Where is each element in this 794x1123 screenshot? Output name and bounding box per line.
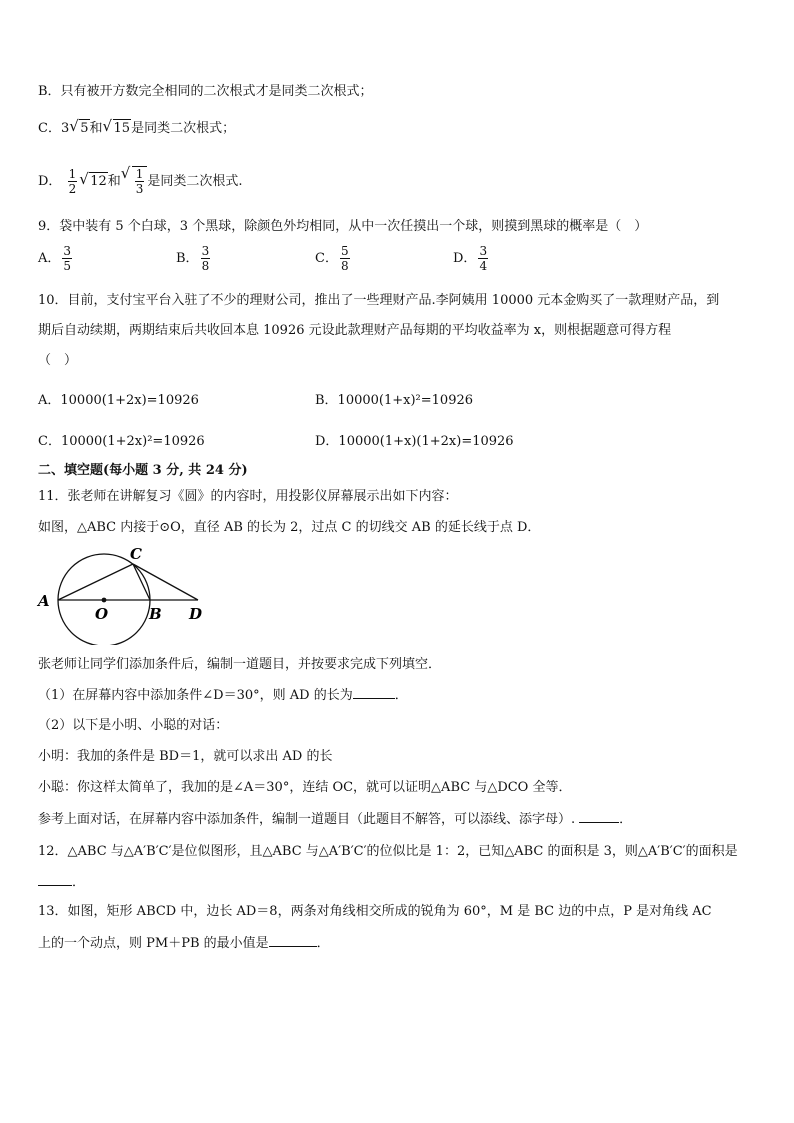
label-b: B [149,605,162,623]
q12-stem: 12．△ABC 与△A′B′C′是位似图形，且△ABC 与△A′B′C′的位似比是 1：2，已知△ABC 的面积是 3，则△A′B′C′的面积是 [38,844,738,859]
q12-end: ． [72,875,86,890]
q11-stem: 11．张老师在讲解复习《圆》的内容时，用投影仪屏幕展示出如下内容： [38,489,458,504]
q11-line2: 如图，△ABC 内接于⊙O，直径 AB 的长为 2，过点 C 的切线交 AB 的延长线于点 D． [38,520,541,535]
q13-stem: 13．如图，矩形 ABCD 中，边长 AD＝8，两条对角线相交所成的锐角为 60°，M 是 BC 边的中点，P 是对角线 AC [38,904,712,919]
q8-option-d-text: 是同类二次根式. [147,174,243,189]
q8-option-d [38,166,243,196]
numerator: 5 [340,244,349,258]
numerator: 3 [201,244,210,258]
answer-blank[interactable] [38,873,72,886]
q10-stem-line3: （ ） [38,353,78,368]
sqrt-symbol [104,119,132,138]
denominator: 4 [479,259,488,273]
denominator: 8 [340,259,349,273]
fraction [478,244,488,273]
section-title: 二、填空题(每小题 3 分, 共 24 分) [38,463,248,478]
q8-option-c [38,119,235,138]
q10-stem-line2: 期后自动续期，两期结束后共收回本息 10926 元设此款理财产品每期的平均收益率为 x，则根据题意可得方程 [38,323,672,338]
q13-end: ． [316,936,330,951]
answer-blank[interactable] [353,686,395,699]
center-point [102,598,107,603]
answer-blank[interactable] [269,934,317,947]
radicand: 5 [80,121,89,136]
numerator: 1 [68,167,77,181]
fraction [135,167,145,196]
denominator: 2 [68,182,77,196]
denominator: 3 [135,182,144,196]
q11-reference [38,810,632,829]
q8-option-b: B．只有被开方数完全相同的二次根式才是同类二次根式； [38,84,373,99]
tangent-cd [133,564,198,600]
sqrt-symbol [80,172,108,191]
option-label: B． [176,251,199,266]
fraction [68,167,78,196]
q8-option-c-label: C． [38,121,61,136]
fraction [62,244,72,273]
q10-option-c: C．10000(1+2x)²=10926 [38,434,205,449]
sqrt-symbol [70,119,89,138]
q13-line2-text: 上的一个动点，则 PM＋PB 的最小值是 [38,936,269,951]
option-label: D． [453,251,477,266]
fraction [340,244,350,273]
q8-option-c-text: 是同类二次根式； [131,121,236,136]
q11-part1-end: ． [394,688,408,703]
q11-line3: 张老师让同学们添加条件后，编制一道题目，并按要求完成下列填空． [38,657,442,672]
sqrt-symbol [122,166,148,196]
option-label: C． [315,251,338,266]
q8-option-d-and: 和 [107,174,121,189]
numerator: √ 1 [135,167,144,181]
q11-part2: （2）以下是小明、小聪的对话： [38,718,229,733]
q9-option-c [315,244,352,273]
q11-figure [34,543,214,645]
q8-option-c-coef: 3 [60,121,70,136]
q11-reference-end: ． [619,812,633,827]
denominator: 5 [63,259,72,273]
q11-xiaoming: 小明：我加的条件是 BD＝1，就可以求出 AD 的长 [38,749,333,764]
label-c: C [130,545,142,563]
radicand: 12 [90,174,107,189]
q9-stem: 9．袋中装有 5 个白球，3 个黑球，除颜色外均相同，从中一次任摸出一个球，则摸到黑球的概率是（ ） [38,219,648,234]
q9-option-b [176,244,212,273]
q9-option-d [453,244,490,273]
q11-part1 [38,686,408,705]
label-o: O [95,605,109,623]
q10-option-a: A．10000(1+2x)=10926 [38,393,199,408]
q11-part1-text: （1）在屏幕内容中添加条件∠D＝30°，则 AD 的长为 [38,688,353,703]
denominator: 8 [201,259,210,273]
answer-blank[interactable] [579,810,619,823]
q9-option-a [38,244,74,273]
q12-answer-line [38,873,85,892]
q8-option-c-and: 和 [89,121,103,136]
q11-reference-text: 参考上面对话，在屏幕内容中添加条件，编制一道题目（此题目不解答，可以添线、添字母）. [38,812,576,827]
radicand: 15 [113,121,131,136]
q10-stem-line1: 10．目前，支付宝平台入驻了不少的理财公司，推出了一些理财产品.李阿姨用 10000 元本金购买了一款理财产品，到 [38,293,720,308]
label-d: D [189,605,203,623]
fraction [201,244,211,273]
numerator: 3 [479,244,488,258]
q10-option-b: B．10000(1+x)²=10926 [315,393,474,408]
q11-xiaocong: 小聪：你这样太简单了，我加的是∠A＝30°，连结 OC，就可以证明△ABC 与△DCO 全等． [38,780,572,795]
q13-line2 [38,934,330,953]
option-label: A． [38,251,61,266]
q8-option-d-label: D． [38,174,62,189]
q10-option-d: D．10000(1+x)(1+2x)=10926 [315,434,514,449]
numerator: 3 [63,244,72,258]
label-a: A [38,592,50,610]
